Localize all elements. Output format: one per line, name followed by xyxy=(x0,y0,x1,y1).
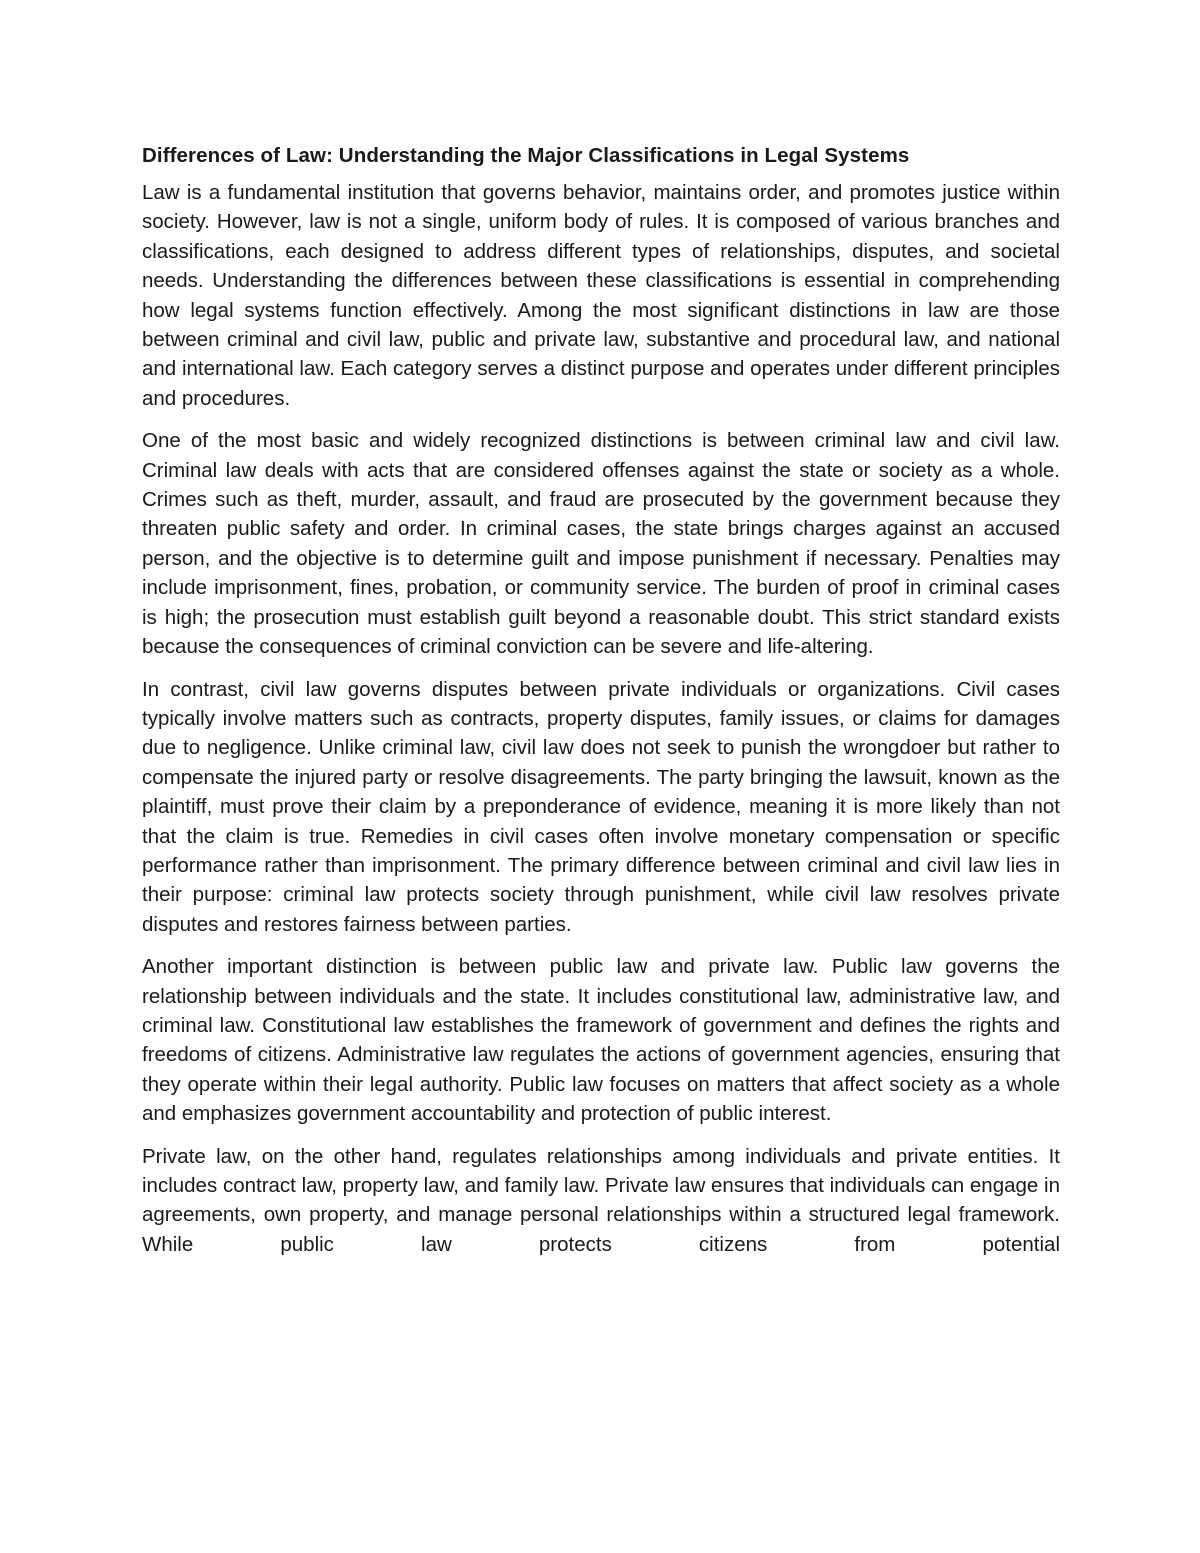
paragraph-criminal-law: One of the most basic and widely recognized distinctions is between criminal law and civil law. Criminal law deals with acts that are considered offenses against the state or society as a whole. Crimes such as theft, murder, assault, and fraud are prosecuted by the government because they threaten public safety and order. In criminal cases, the state brings charges against an accused person, and the objective is to determine guilt and impose punishment if necessary. Penalties may include imprisonment, fines, probation, or community service. The burden of proof in criminal cases is high; the prosecution must establish guilt beyond a reasonable doubt. This strict standard exists because the consequences of criminal conviction can be severe and life-altering. xyxy=(142,429,1060,659)
document-body xyxy=(142,140,1060,1272)
paragraph-public-law: Another important distinction is between public law and private law. Public law governs the relationship between individuals and the state. It includes constitutional law, administrative law, and criminal law. Constitutional law establishes the framework of government and defines the rights and freedoms of citizens. Administrative law regulates the actions of government agencies, ensuring that they operate within their legal authority. Public law focuses on matters that affect society as a whole and emphasizes government accountability and protection of public interest. xyxy=(142,955,1060,1126)
paragraph-introduction: Law is a fundamental institution that governs behavior, maintains order, and promotes justice within society. However, law is not a single, uniform body of rules. It is composed of various branches and classifications, each designed to address different types of relationships, disputes, and societal needs. Understanding the differences between these classifications is essential in comprehending how legal systems function effectively. Among the most significant distinctions in law are those between criminal and civil law, public and private law, substantive and procedural law, and national and international law. Each category serves a distinct purpose and operates under different principles and procedures. xyxy=(142,181,1060,410)
paragraph-civil-law: In contrast, civil law governs disputes between private individuals or organizations. Civil cases typically involve matters such as contracts, property disputes, family issues, or claims for damages due to negligence. Unlike criminal law, civil law does not seek to punish the wrongdoer but rather to compensate the injured party or resolve disagreements. The party bringing the lawsuit, known as the plaintiff, must prove their claim by a preponderance of evidence, meaning it is more likely than not that the claim is true. Remedies in civil cases often involve monetary compensation or specific performance rather than imprisonment. The primary difference between criminal and civil law lies in their purpose: criminal law protects society through punishment, while civil law resolves private disputes and restores fairness between parties. xyxy=(142,677,1060,936)
document-title: Differences of Law: Understanding the Major Classifications in Legal Systems xyxy=(142,144,910,167)
paragraph-private-law: Private law, on the other hand, regulates relationships among individuals and private entities. It includes contract law, property law, and family law. Private law ensures that individuals can engage in agreements, own property, and manage personal relationships within a structured legal framework. While public law protects citizens from potential xyxy=(142,1144,1060,1256)
